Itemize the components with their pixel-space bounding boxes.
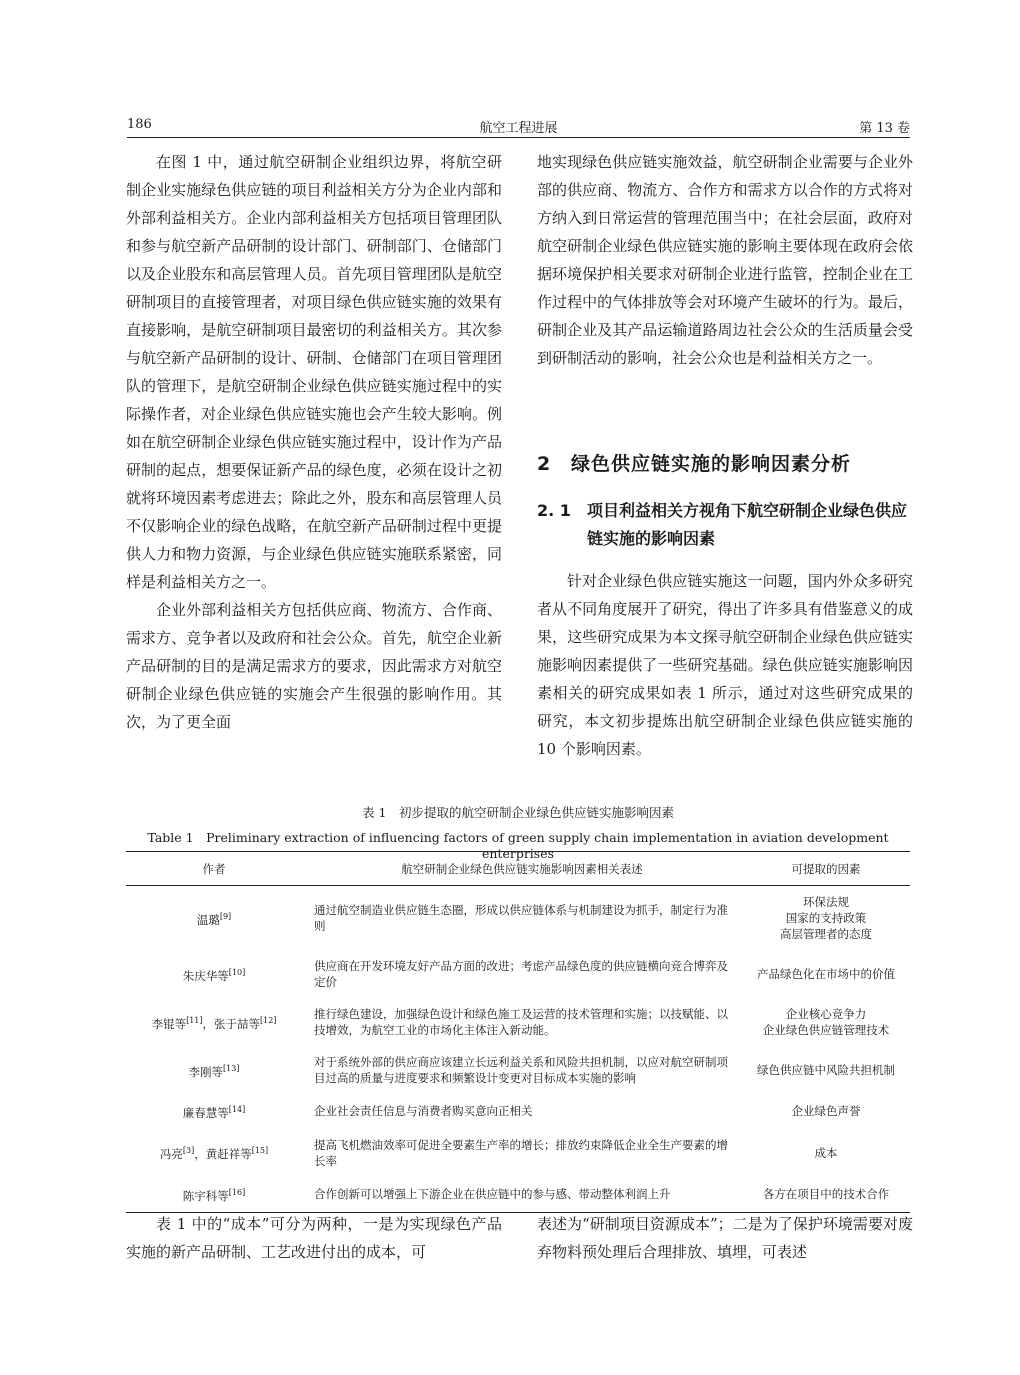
author-cell: 李刚等[13] [188,1063,240,1079]
bottom-left-column [126,1210,502,1266]
table-row [126,1129,910,1177]
author-cell: 李锟等[11]，张于喆等[12] [151,1015,277,1031]
subsection-number: 2. 1 [537,501,571,520]
statement-cell: 对于系统外部的供应商应该建立长远利益关系和风险共担机制，以应对航空研制项目过高的质量与进度要求和频繁设计变更对目标成本实施的影响 [314,1055,728,1085]
paragraph: 企业外部利益相关方包括供应商、物流方、合作商、需求方、竞争者以及政府和社会公众。首先，航空企业新产品研制的目的是满足需求方的要求，因此需求方对航空研制企业绿色供应链的实施会产生很强的影响作用。其次，为了更全面 [126,601,502,731]
statement-cell: 合作创新可以增强上下游企业在供应链中的参与感、带动整体利润上升 [302,1177,742,1212]
statement-cell: 通过航空制造业供应链生态圈，形成以供应链体系与机制建设为抓手，制定行为准则 [314,903,728,933]
volume-label: 第 13 卷 [859,121,910,136]
paragraph: 表 1 中的“成本”可分为两种，一是为实现绿色产品实施的新产品研制、工艺改进付出的成本，可 [126,1215,502,1261]
author-cell: 廉春慧等[14] [182,1105,246,1120]
section-title: 绿色供应链实施的影响因素分析 [571,453,852,475]
statement-cell: 企业社会责任信息与消费者购买意向正相关 [314,1104,533,1119]
section-number: 2 [537,453,552,475]
author-cell: 陈宇科等[16] [126,1177,302,1212]
table-header-row [126,852,910,886]
paragraph: 表述为“研制项目资源成本”；二是为了保护环境需要对废弃物料预处理后合理排放、填埋，可表述 [537,1215,913,1261]
statement-cell: 推行绿色建设，加强绿色设计和绿色施工及运营的技术管理和实施；以技赋能、以技增效，为航空工业的市场化主体注入新动能。 [314,1007,728,1037]
table-row [126,950,910,998]
table-row [126,1177,910,1212]
right-column [537,148,913,372]
author-cell: 朱庆华等[10] [182,967,246,983]
table-caption-en: Table 1 Preliminary extraction of influencing factors of green supply chain implementation in aviation development enterprises [147,830,889,861]
factor-cell: 绿色供应链中风险共担机制 [757,1063,895,1077]
statement-cell: 提高飞机燃油效率可促进全要素生产率的增长；排放约束降低企业全生产要素的增长率 [314,1137,728,1168]
paragraph: 针对企业绿色供应链实施这一问题，国内外众多研究者从不同角度展开了研究，得出了许多具有借鉴意义的成果，这些研究成果为本文探寻航空研制企业绿色供应链实施影响因素提供了一些研究基础。绿色供应链实施影响因素相关的研究成果如表 1 所示，通过对这些研究成果的研究，本文初步提炼出航空研制企业绿色供应链实施的 10 个影响因素。 [537,572,913,758]
header-statement: 航空研制企业绿色供应链实施影响因素相关表述 [302,852,742,886]
paragraph: 地实现绿色供应链实施效益，航空研制企业需要与企业外部的供应商、物流方、合作方和需求方以合作的方式将对方纳入到日常运营的管理范围当中；在社会层面，政府对航空研制企业绿色供应链实施的影响主要体现在政府会依据环境保护相关要求对研制企业进行监管，控制企业在工作过程中的气体排放等会对环境产生破坏的行为。最后，研制企业及其产品运输道路周边社会公众的生活质量会受到研制活动的影响，社会公众也是利益相关方之一。 [537,153,913,367]
author-cell: 温璐[9] [196,911,232,927]
journal-name: 航空工程进展 [479,121,558,136]
statement-cell: 供应商在开发环境友好产品方面的改进；考虑产品绿色度的供应链横向竞合博弈及定价 [314,959,728,989]
paragraph: 在图 1 中，通过航空研制企业组织边界，将航空研制企业实施绿色供应链的项目利益相关方分为企业内部和外部利益相关方。企业内部利益相关方包括项目管理团队和参与航空新产品研制的设计部门、研制部门、仓储部门以及企业股东和高层管理人员。首先项目管理团队是航空研制项目的直接管理者，对项目绿色供应链实施的效果有直接影响，是航空研制项目最密切的利益相关方。其次参与航空新产品研制的设计、研制、仓储部门在项目管理团队的管理下，是航空研制企业绿色供应链实施过程中的实际操作者，对企业绿色供应链实施也会产生较大影响。例如在航空研制企业绿色供应链实施过程中，设计作为产品研制的起点，想要保证新产品的绿色度，必须在设计之初就将环境因素考虑进去；除此之外，股东和高层管理人员不仅影响企业的绿色战略，在航空新产品研制过程中更提供人力和物力资源，与企业绿色供应链实施联系紧密，同样是利益相关方之一。 [126,153,502,591]
factor-cell: 环保法规 国家的支持政策 高层管理者的态度 [780,895,872,941]
header-author: 作者 [126,852,302,886]
subsection-heading [537,497,917,553]
right-column-continued [537,567,913,763]
factors-table [126,851,910,1213]
section-heading [537,449,851,476]
author-cell: 冯亮[3]，黄赶祥等[15] [159,1146,269,1162]
page-number: 186 [127,117,152,132]
table-caption-cn: 表 1 初步提取的航空研制企业绿色供应链实施影响因素 [362,805,674,820]
left-column [126,148,502,736]
running-header [127,115,910,138]
factor-cell: 企业绿色声誉 [791,1104,861,1119]
bottom-right-column [537,1210,913,1266]
table-row [126,998,910,1046]
factor-cell: 成本 [814,1145,838,1160]
table-row [126,1046,910,1094]
factor-cell: 各方在项目中的技术合作 [742,1177,910,1212]
factor-cell: 产品绿色化在市场中的价值 [757,967,895,981]
table-row [126,886,910,951]
table-row [126,1094,910,1129]
header-factors: 可提取的因素 [742,852,910,886]
factor-cell: 企业核心竞争力 企业绿色供应链管理技术 [762,1007,890,1037]
subsection-title: 项目利益相关方视角下航空研制企业绿色供应链实施的影响因素 [587,501,908,548]
